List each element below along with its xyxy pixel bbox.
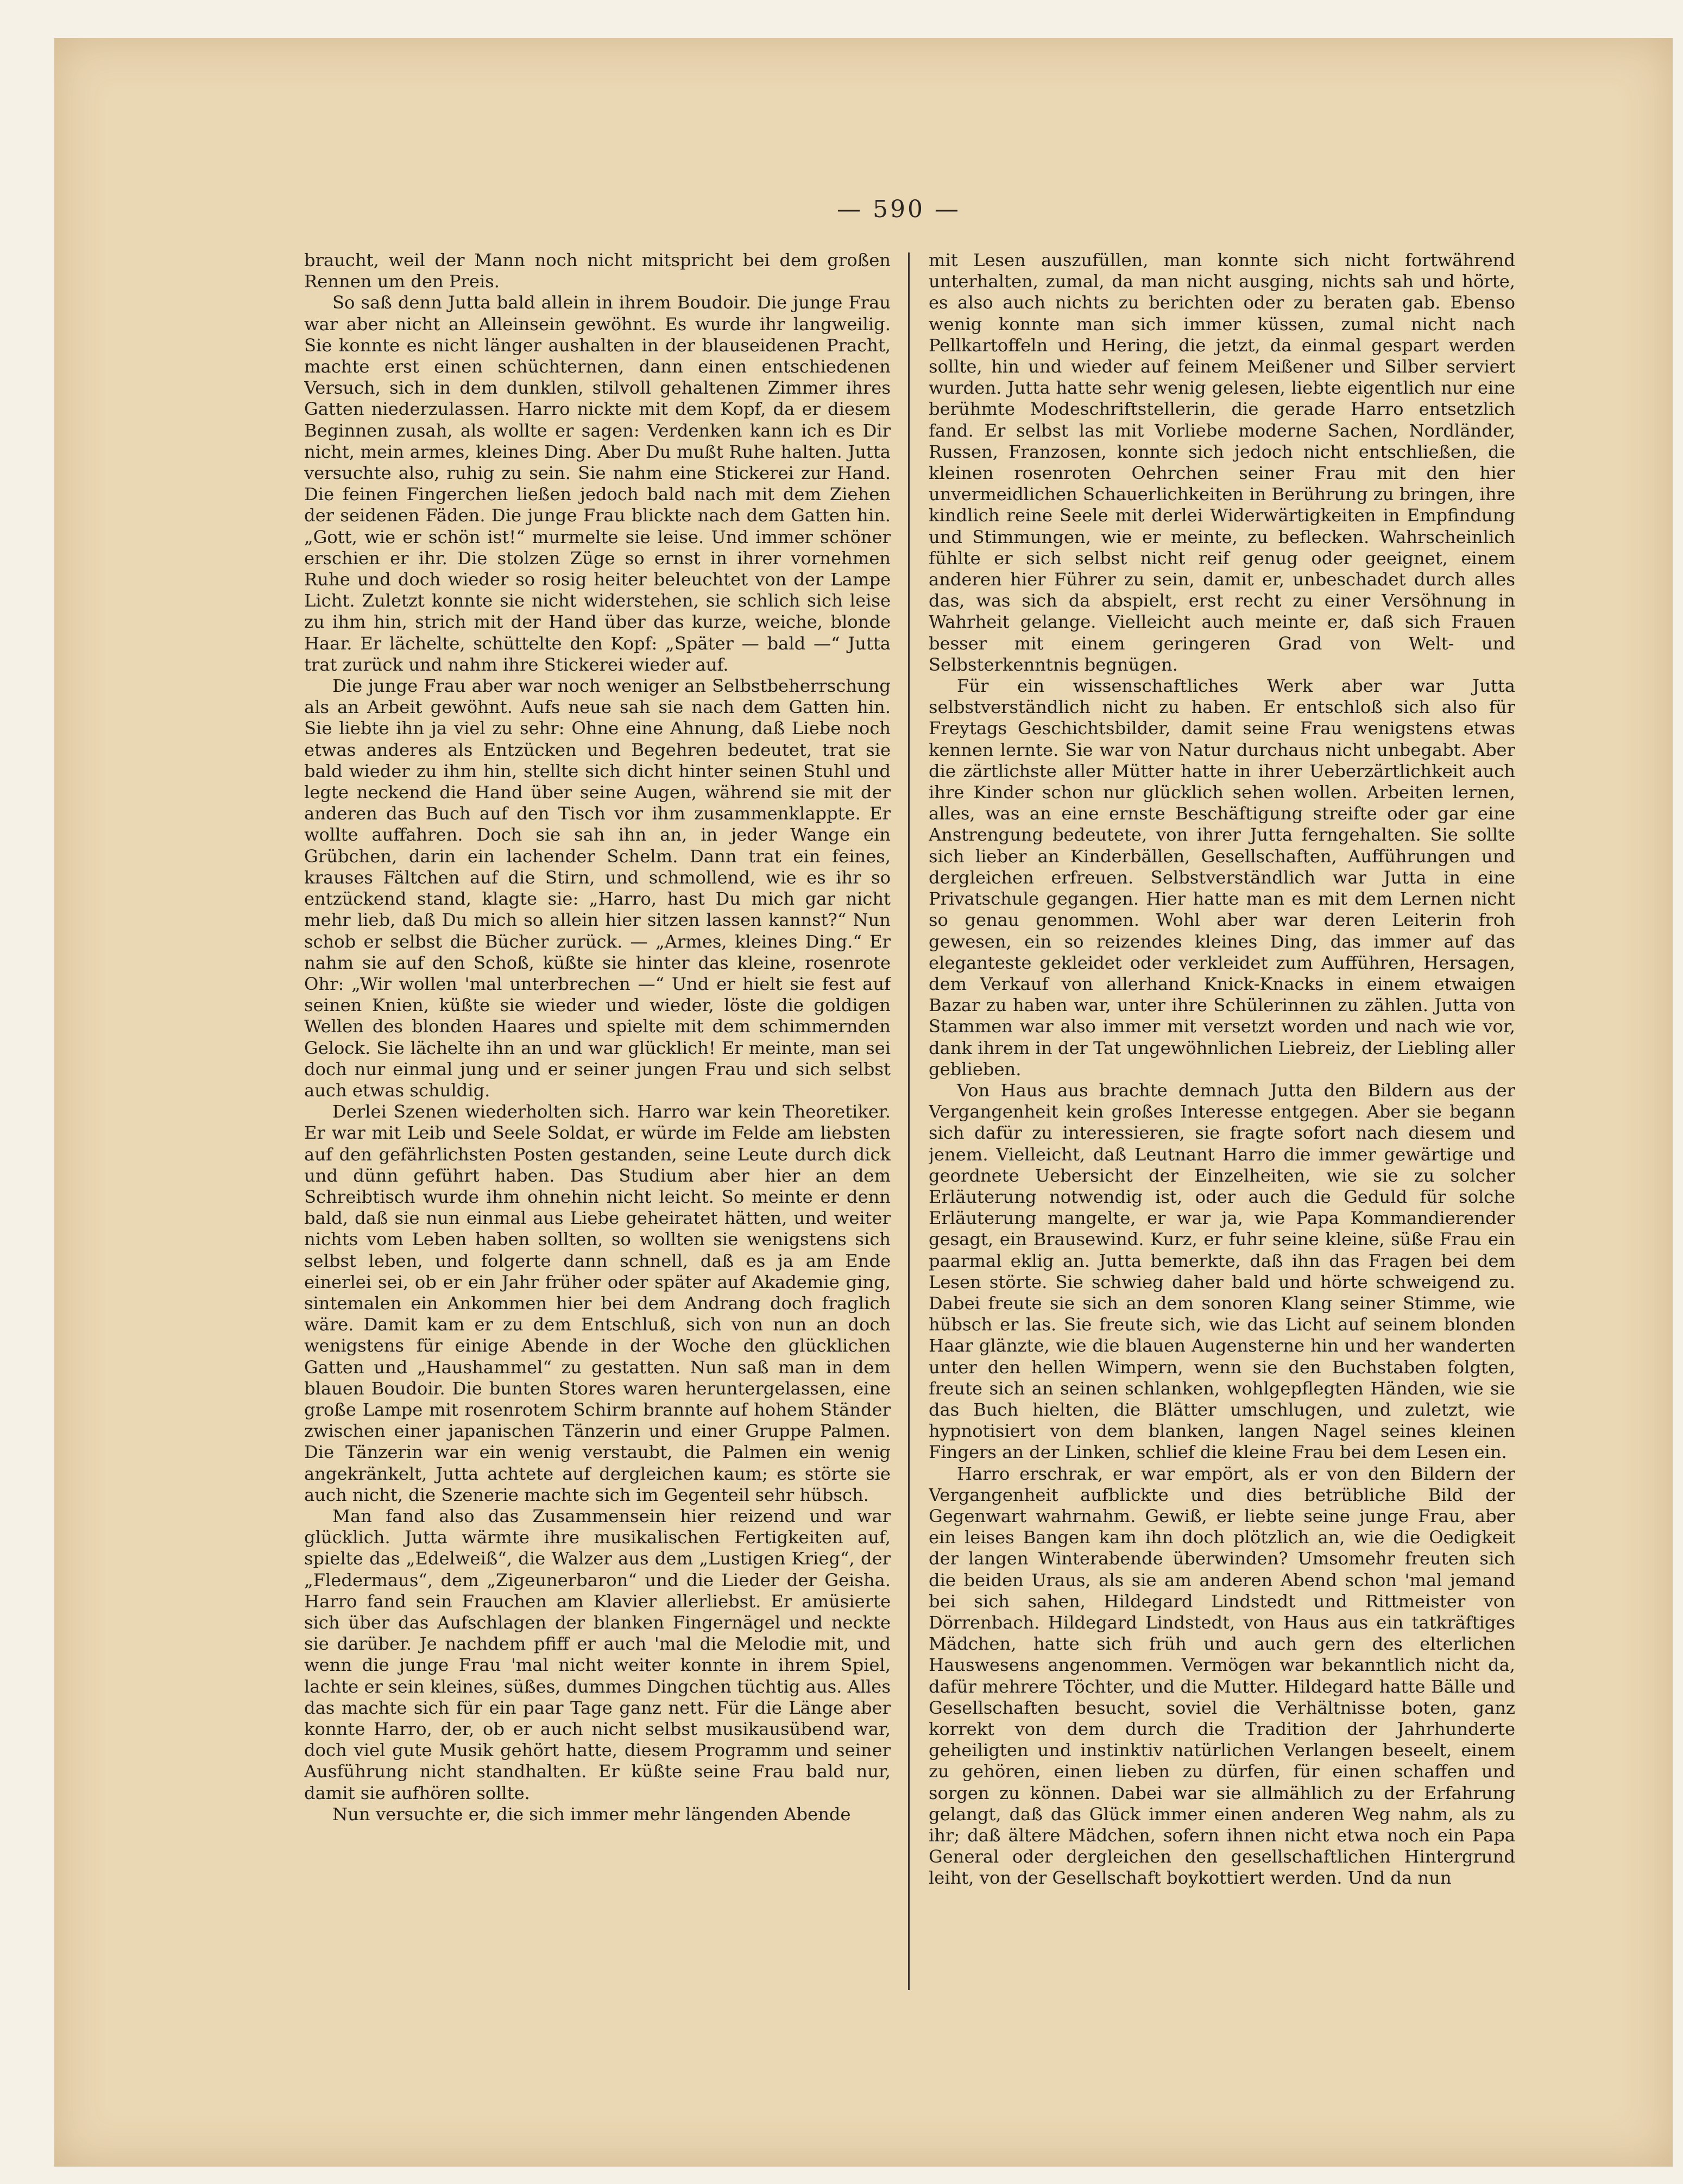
paragraph: Von Haus aus brachte demnach Jutta den Bildern aus der Vergangenheit kein großes Interesse entgegen. Aber sie begann sich dafür zu interessieren, sie fragte sofort nach diesem und jenem. Vielleicht, daß Leutnant Harro die immer gewärtige und geordnete Uebersicht der Einzelheiten, wie sie zu solcher Erläuterung notwendig ist, oder auch die Geduld für solche Erläuterung mangelte, er war ja, wie Papa Kommandierender gesagt, ein Brausewind. Kurz, er fuhr seine kleine, süße Frau ein paarmal eklig an. Jutta bemerkte, daß ihn das Fragen bei dem Lesen störte. Sie schwieg daher bald und hörte schweigend zu. Dabei freute sie sich an dem sonoren Klang seiner Stimme, wie hübsch er las. Sie freute sich, wie das Licht auf seinem blonden Haar glänzte, wie die blauen Augensterne hin und her wanderten unter den hellen Wimpern, wenn sie den Buchstaben folgten, freute sich an seinen schlanken, wohlgepflegten Händen, wie sie das Buch hielten, die Blätter umschlugen, und zuletzt, wie hypnotisiert von dem blanken, langen Nagel seines kleinen Fingers an der Linken, schlief die kleine Frau bei dem Lesen ein.: [929, 1080, 1515, 1463]
page-number: — 590 —: [837, 195, 961, 223]
text-columns: [304, 250, 1515, 1998]
paragraph: Nun versuchte er, die sich immer mehr längenden Abende: [332, 1803, 851, 1825]
paragraph: Derlei Szenen wiederholten sich. Harro war kein Theoretiker. Er war mit Leib und Seele Soldat, er würde im Felde am liebsten auf den gefährlichsten Posten gestanden, seine Leute durch dick und dünn geführt haben. Das Studium aber hier an dem Schreibtisch wurde ihm ohnehin nicht leicht. So meinte er denn bald, daß sie nun einmal aus Liebe geheiratet hätten, und weiter nichts vom Leben haben sollten, so wollten sie wenigstens sich selbst leben, und folgerte dann schnell, daß es ja am Ende einerlei sei, ob er ein Jahr früher oder später auf Akademie ging, sintemalen ein Ankommen hier bei dem Andrang doch fraglich wäre. Damit kam er zu dem Entschluß, sich von nun an doch wenigstens für einige Abende in der Woche den glücklichen Gatten und „Haushammel“ zu gestatten. Nun saß man in dem blauen Boudoir. Die bunten Stores waren heruntergelassen, eine große Lampe mit rosenrotem Schirm brannte auf hohem Ständer zwischen einer japanischen Tänzerin und einer Gruppe Palmen. Die Tänzerin war ein wenig verstaubt, die Palmen ein wenig angekränkelt, Jutta achtete auf dergleichen kaum; es störte sie auch nicht, die Szenerie machte sich im Gegenteil sehr hübsch.: [304, 1101, 891, 1505]
paragraph: Harro erschrak, er war empört, als er von den Bildern der Vergangenheit aufblickte und dies betrübliche Bild der Gegenwart wahrnahm. Gewiß, er liebte seine junge Frau, aber ein leises Bangen kam ihn doch plötzlich an, wie die Oedigkeit der langen Winterabende überwinden? Umsomehr freuten sich die beiden Uraus, als sie am anderen Abend schon 'mal jemand bei sich sahen, Hildegard Lindstedt und Rittmeister von Dörrenbach. Hildegard Lindstedt, von Haus aus ein tatkräftiges Mädchen, hatte sich früh und auch gern des elterlichen Hauswesens angenommen. Vermögen war bekanntlich nicht da, dafür mehrere Töchter, und die Mutter. Hildegard hatte Bälle und Gesellschaften besucht, soviel die Verhältnisse boten, ganz korrekt von dem durch die Tradition der Jahrhunderte geheiligten und instinktiv natürlichen Verlangen beseelt, einem zu gehören, einen lieben zu dürfen, für einen schaffen und sorgen zu können. Dabei war sie allmählich zu der Erfahrung gelangt, daß das Glück immer einen anderen Weg nahm, als zu ihr; daß ältere Mädchen, sofern ihnen nicht etwa noch ein Papa General oder dergleichen den gesellschaftlichen Hintergrund leiht, von der Gesellschaft boykottiert werden. Und da nun: [929, 1463, 1515, 1889]
paragraph: So saß denn Jutta bald allein in ihrem Boudoir. Die junge Frau war aber nicht an Alleinsein gewöhnt. Es wurde ihr langweilig. Sie konnte es nicht länger aushalten in der blauseidenen Pracht, machte erst einen schüchternen, dann einen entschiedenen Versuch, sich in dem dunklen, stilvoll gehaltenen Zimmer ihres Gatten niederzulassen. Harro nickte mit dem Kopf, da er diesem Beginnen zusah, als wollte er sagen: Verdenken kann ich es Dir nicht, mein armes, kleines Ding. Aber Du mußt Ruhe halten. Jutta versuchte also, ruhig zu sein. Sie nahm eine Stickerei zur Hand. Die feinen Fingerchen ließen jedoch bald nach mit dem Ziehen der seidenen Fäden. Die junge Frau blickte nach dem Gatten hin. „Gott, wie er schön ist!“ murmelte sie leise. Und immer schöner erschien er ihr. Die stolzen Züge so ernst in ihrer vornehmen Ruhe und doch wieder so rosig heiter beleuchtet von der Lampe Licht. Zuletzt konnte sie nicht widerstehen, sie schlich sich leise zu ihm hin, strich mit der Hand über das kurze, weiche, blonde Haar. Er lächelte, schüttelte den Kopf: „Später — bald —“ Jutta trat zurück und nahm ihre Stickerei wieder auf.: [304, 292, 891, 675]
right-column: [929, 250, 1515, 1998]
column-divider: [908, 253, 910, 1990]
paragraph: Die junge Frau aber war noch weniger an Selbstbeherrschung als an Arbeit gewöhnt. Aufs neue sah sie nach dem Gatten hin. Sie liebte ihn ja viel zu sehr: Ohne eine Ahnung, daß Liebe noch etwas anderes als Entzücken und Begehren bedeutet, trat sie bald wieder zu ihm hin, stellte sich dicht hinter seinen Stuhl und legte neckend die Hand über seine Augen, während sie mit der anderen das Buch auf den Tisch vor ihm zusammenklappte. Er wollte auffahren. Doch sie sah ihn an, in jeder Wange ein Grübchen, darin ein lachender Schelm. Dann trat ein feines, krauses Fältchen auf die Stirn, und schmollend, wie es ihr so entzückend stand, klagte sie: „Harro, hast Du mich gar nicht mehr lieb, daß Du mich so allein hier sitzen lassen kannst?“ Nun schob er selbst die Bücher zurück. — „Armes, kleines Ding.“ Er nahm sie auf den Schoß, küßte sie hinter das kleine, rosenrote Ohr: „Wir wollen 'mal unterbrechen —“ Und er hielt sie fest auf seinen Knien, küßte sie wieder und wieder, löste die goldigen Wellen des blonden Haares und spielte mit dem schimmernden Gelock. Sie lächelte ihn an und war glücklich! Er meinte, man sei doch nur einmal jung und er seiner jungen Frau und sich selbst auch etwas schuldig.: [304, 676, 891, 1101]
print-area: [261, 195, 1537, 2031]
paragraph: Man fand also das Zusammensein hier reizend und war glücklich. Jutta wärmte ihre musikalischen Fertigkeiten auf, spielte das „Edelweiß“, die Walzer aus dem „Lustigen Krieg“, der „Fledermaus“, dem „Zigeunerbaron“ und die Lieder der Geisha. Harro fand sein Frauchen am Klavier allerliebst. Er amüsierte sich über das Aufschlagen der blanken Fingernägel und neckte sie darüber. Je nachdem pfiff er auch 'mal die Melodie mit, und wenn die junge Frau 'mal nicht weiter konnte in ihrem Spiel, lachte er sein kleines, süßes, dummes Dingchen tüchtig aus. Alles das machte sich für ein paar Tage ganz nett. Für die Länge aber konnte Harro, der, ob er auch nicht selbst musikausübend war, doch viel gute Musik gehört hatte, diesem Programm und seiner Ausführung nicht standhalten. Er küßte seine Frau bald nur, damit sie aufhören sollte.: [304, 1505, 891, 1803]
newspaper-page: [54, 38, 1673, 2167]
left-column: [304, 250, 891, 1998]
paragraph: mit Lesen auszufüllen, man konnte sich nicht fortwährend unterhalten, zumal, da man nicht ausging, nichts sah und hörte, es also auch nichts zu berichten oder zu beraten gab. Ebenso wenig konnte man sich immer küssen, zumal nicht nach Pellkartoffeln und Hering, die jetzt, da einmal gespart werden sollte, hin und wieder auf feinem Meißener und Silber serviert wurden. Jutta hatte sehr wenig gelesen, liebte eigentlich nur eine berühmte Modeschriftstellerin, die gerade Harro entsetzlich fand. Er selbst las mit Vorliebe moderne Sachen, Nordländer, Russen, Franzosen, konnte sich jedoch nicht entschließen, die kleinen rosenroten Oehrchen seiner Frau mit den hier unvermeidlichen Schauerlichkeiten in Berührung zu bringen, ihre kindlich reine Seele mit derlei Widerwärtigkeiten in Empfindung und Stimmungen, wie er meinte, zu beflecken. Wahrscheinlich fühlte er sich selbst nicht reif genug oder geeignet, einem anderen hier Führer zu sein, damit er, unbeschadet durch alles das, was sich da abspielt, erst recht zu einer Versöhnung in Wahrheit gelange. Vielleicht auch meinte er, daß sich Frauen besser mit einem geringeren Grad von Welt- und Selbsterkenntnis begnügen.: [929, 250, 1515, 675]
paragraph: braucht, weil der Mann noch nicht mitspricht bei dem großen Rennen um den Preis.: [304, 250, 891, 292]
paragraph: Für ein wissenschaftliches Werk aber war Jutta selbstverständlich nicht zu haben. Er entschloß sich also für Freytags Geschichtsbilder, damit seine Frau wenigstens etwas kennen lernte. Sie war von Natur durchaus nicht unbegabt. Aber die zärtlichste aller Mütter hatte in ihrer Ueberzärtlichkeit auch ihre Kinder schon nur glücklich sehen wollen. Arbeiten lernen, alles, was an eine ernste Beschäftigung streifte oder gar eine Anstrengung bedeutete, von ihrer Jutta ferngehalten. Sie sollte sich lieber an Kinderbällen, Gesellschaften, Aufführungen und dergleichen erfreuen. Selbstverständlich war Jutta in eine Privatschule gegangen. Hier hatte man es mit dem Lernen nicht so genau genommen. Wohl aber war deren Leiterin froh gewesen, ein so reizendes kleines Ding, das immer auf das eleganteste gekleidet oder verkleidet zum Aufführen, Hersagen, dem Verkauf von allerhand Knick-Knacks in einem etwaigen Bazar zu haben war, unter ihre Schülerinnen zu zählen. Jutta von Stammen war also immer mit versetzt worden und nach wie vor, dank ihrem in der Tat ungewöhnlichen Liebreiz, der Liebling aller geblieben.: [929, 676, 1515, 1080]
